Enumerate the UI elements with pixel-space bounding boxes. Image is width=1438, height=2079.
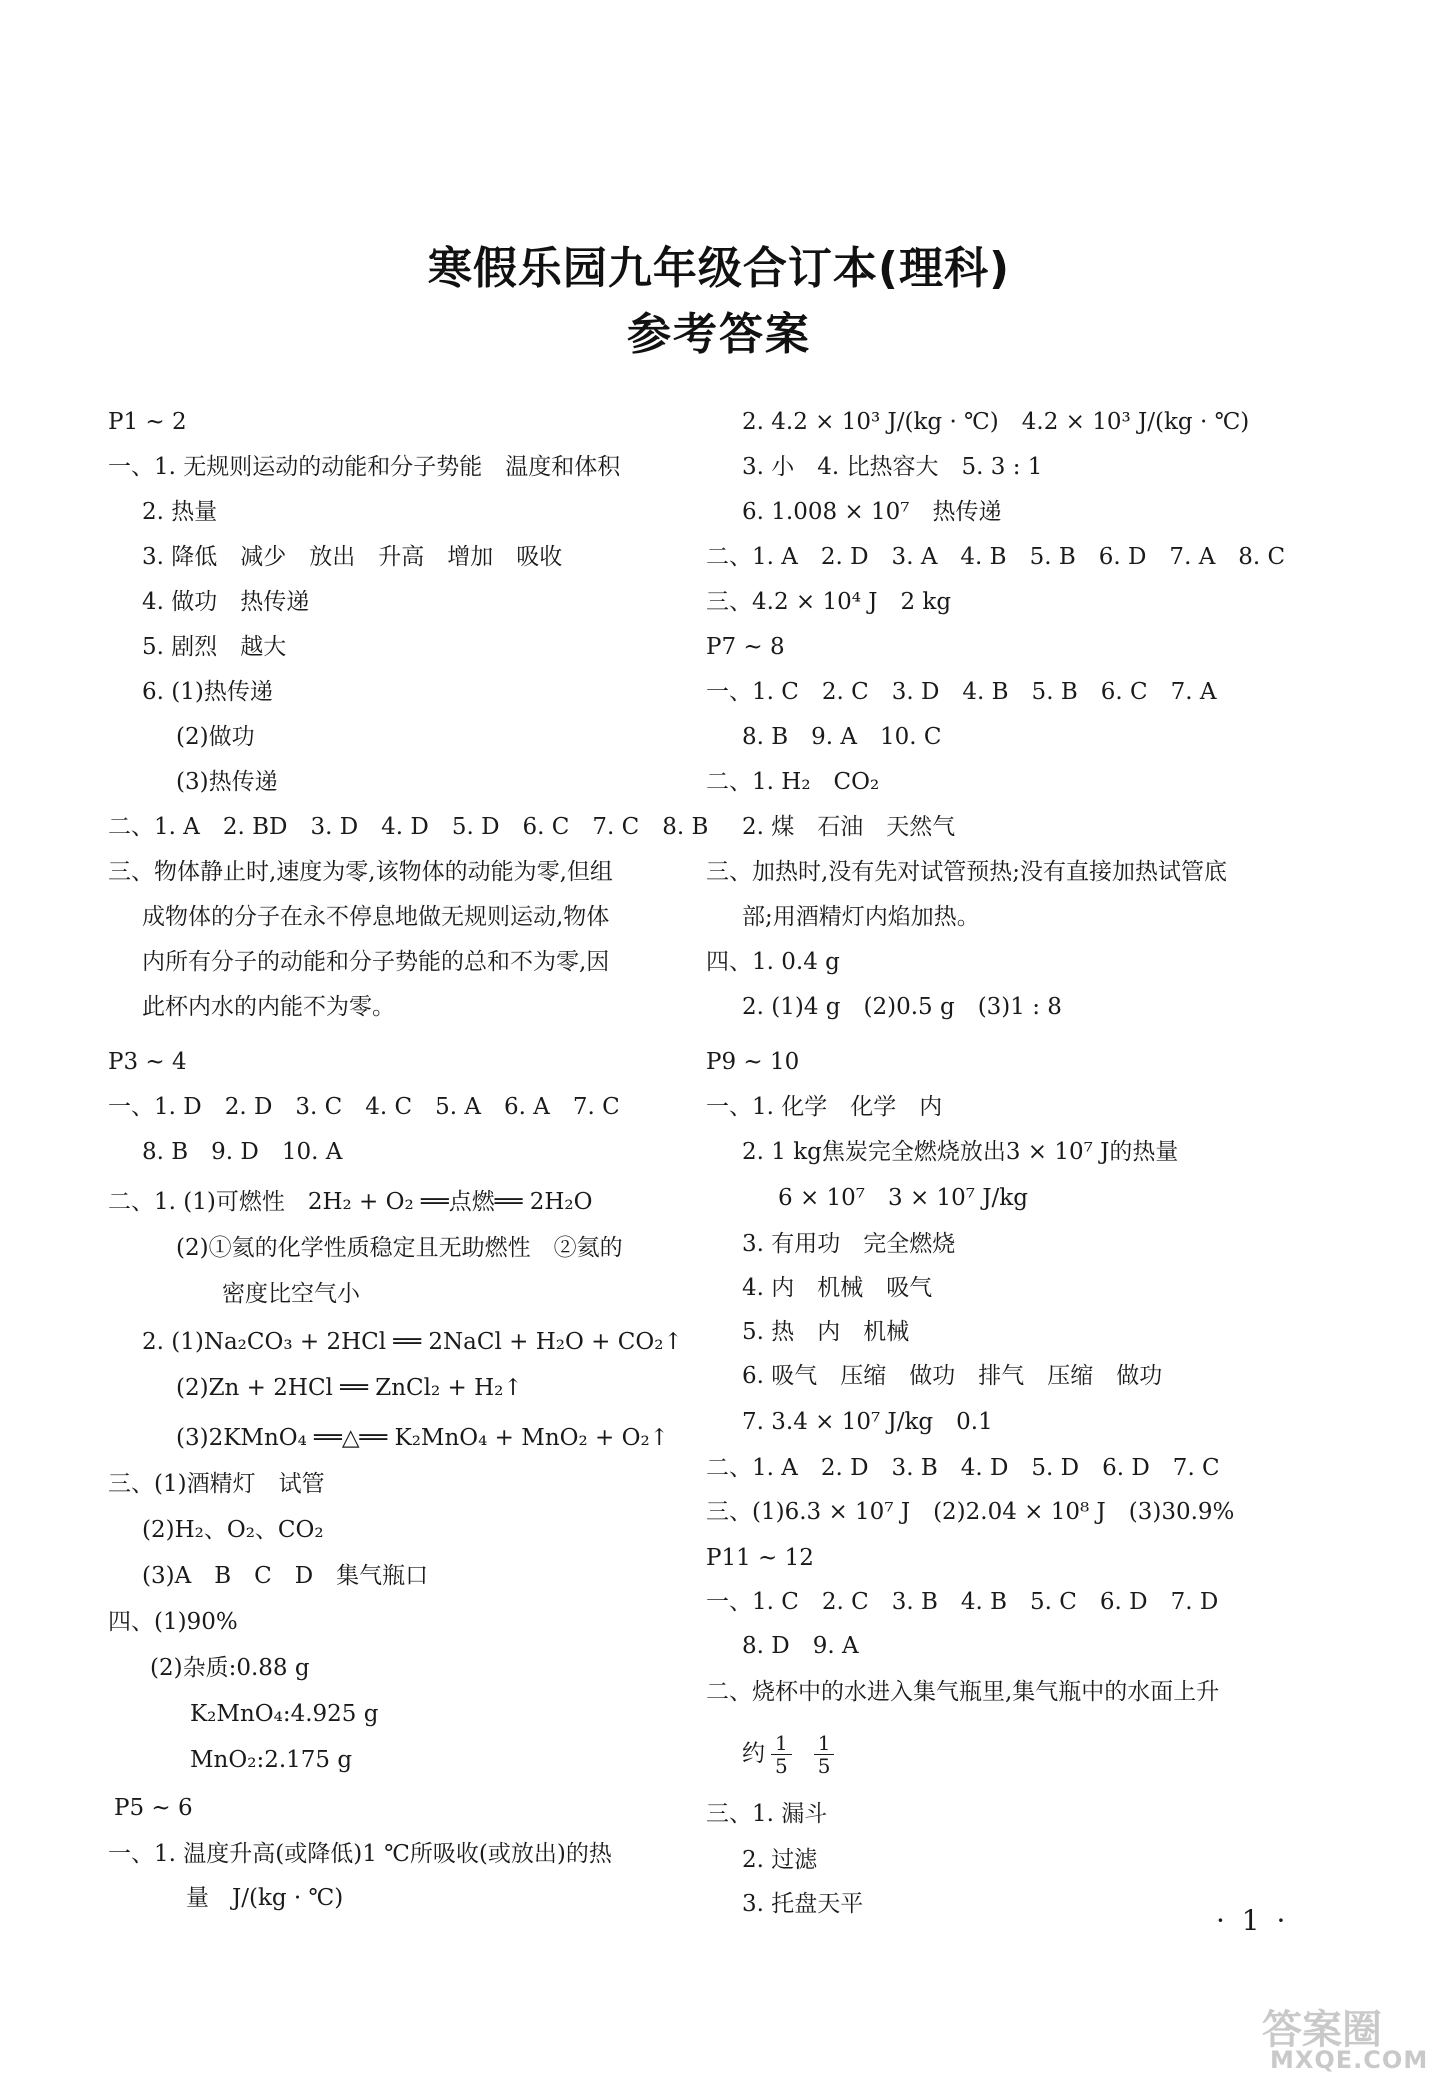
answer-line: 二、1. A 2. D 3. B 4. D 5. D 6. D 7. C (706, 1455, 1220, 1481)
section-heading: P5 ~ 6 (114, 1795, 193, 1821)
fraction-denominator: 5 (775, 1754, 788, 1778)
answer-line: 3. 托盘天平 (742, 1891, 864, 1917)
section-heading: P9 ~ 10 (706, 1049, 800, 1075)
answer-line: 4. 内 机械 吸气 (742, 1275, 933, 1301)
answer-line: 三、4.2 × 10⁴ J 2 kg (706, 589, 952, 615)
section-heading: P11 ~ 12 (706, 1545, 814, 1571)
answer-line: 一、1. 温度升高(或降低)1 ℃所吸收(或放出)的热 (108, 1841, 612, 1867)
answer-line: 二、1. A 2. D 3. A 4. B 5. B 6. D 7. A 8. C (706, 544, 1286, 570)
fraction-denominator: 5 (817, 1754, 831, 1778)
answer-line: 二、1. A 2. BD 3. D 4. D 5. D 6. C 7. C 8. B (108, 814, 709, 840)
answer-line: 6 × 10⁷ 3 × 10⁷ J/kg (778, 1185, 1028, 1211)
fraction-numerator: 1 (771, 1732, 792, 1755)
answer-line: 6. 吸气 压缩 做功 排气 压缩 做功 (742, 1363, 1163, 1389)
answer-line: 内所有分子的动能和分子势能的总和不为零,因 (142, 949, 610, 975)
answer-line: 三、(1)酒精灯 试管 (108, 1471, 325, 1497)
answer-line: 部;用酒精灯内焰加热。 (742, 904, 980, 930)
answer-line: 此杯内水的内能不为零。 (142, 994, 395, 1020)
section-heading: P1 ~ 2 (108, 409, 187, 435)
answer-line: (2)①氦的化学性质稳定且无助燃性 ②氦的 (176, 1235, 623, 1261)
watermark-logo (1262, 1998, 1434, 2076)
answer-line: 一、1. C 2. C 3. D 4. B 5. B 6. C 7. A (706, 679, 1217, 705)
answer-line: 四、1. 0.4 g (706, 949, 840, 975)
answer-line: 三、(1)6.3 × 10⁷ J (2)2.04 × 10⁸ J (3)30.9% (706, 1499, 1235, 1525)
answer-line: 密度比空气小 (222, 1281, 360, 1307)
answer-line: 2. 煤 石油 天然气 (742, 814, 956, 840)
answer-line: 5. 剧烈 越大 (142, 634, 287, 660)
answer-line: (2)Zn + 2HCl ══ ZnCl₂ + H₂↑ (176, 1375, 523, 1401)
fraction (814, 1732, 835, 1777)
answer-line: 5. 热 内 机械 (742, 1319, 910, 1345)
answer-text: 约 (742, 1740, 765, 1767)
answer-line: (2)杂质:0.88 g (150, 1655, 310, 1681)
section-heading: P7 ~ 8 (706, 634, 785, 660)
answer-line: 2. (1)4 g (2)0.5 g (3)1 : 8 (742, 994, 1062, 1020)
answer-line: 2. 4.2 × 10³ J/(kg · ℃) 4.2 × 10³ J/(kg · ℃) (742, 409, 1250, 435)
answer-line: (3)A B C D 集气瓶口 (142, 1563, 429, 1589)
section-heading: P3 ~ 4 (108, 1049, 187, 1075)
answer-line: 一、1. 无规则运动的动能和分子势能 温度和体积 (108, 454, 621, 480)
answer-line: 2. 过滤 (742, 1847, 818, 1873)
answer-line: 4. 做功 热传递 (142, 589, 310, 615)
answer-line: 6. 1.008 × 10⁷ 热传递 (742, 499, 1002, 525)
page-title: 寒假乐园九年级合订本(理科) (427, 243, 1011, 294)
answer-line: 2. (1)Na₂CO₃ + 2HCl ══ 2NaCl + H₂O + CO₂↑ (142, 1329, 683, 1355)
page-number: · 1 · (1216, 1904, 1290, 1937)
answer-line: (2)做功 (176, 724, 255, 750)
answer-line: 6. (1)热传递 (142, 679, 273, 705)
answer-line: 8. D 9. A (742, 1633, 859, 1659)
answer-line: 四、(1)90% (108, 1609, 238, 1635)
answer-line: 3. 降低 减少 放出 升高 增加 吸收 (142, 544, 563, 570)
answer-line: 3. 有用功 完全燃烧 (742, 1231, 956, 1257)
answer-line: (2)H₂、O₂、CO₂ (142, 1517, 324, 1543)
watermark-text: 答案圈 (1262, 2007, 1382, 2053)
answer-line: MnO₂:2.175 g (190, 1747, 353, 1773)
answer-line: 三、1. 漏斗 (706, 1801, 828, 1827)
fraction (771, 1732, 792, 1777)
answer-line: (3)热传递 (176, 769, 278, 795)
answer-line: 2. 热量 (142, 499, 218, 525)
answer-line: 三、物体静止时,速度为零,该物体的动能为零,但组 (108, 859, 613, 885)
answer-line: 一、1. D 2. D 3. C 4. C 5. A 6. A 7. C (108, 1094, 620, 1120)
fraction-numerator: 1 (814, 1732, 835, 1755)
answer-line: 2. 1 kg焦炭完全燃烧放出3 × 10⁷ J的热量 (742, 1139, 1179, 1165)
answer-line: 二、烧杯中的水进入集气瓶里,集气瓶中的水面上升 (706, 1679, 1220, 1705)
answer-line: (3)2KMnO₄ ══△══ K₂MnO₄ + MnO₂ + O₂↑ (176, 1425, 669, 1451)
answer-line: 量 J/(kg · ℃) (186, 1885, 344, 1911)
page-subtitle: 参考答案 (627, 309, 811, 360)
answer-line: 成物体的分子在永不停息地做无规则运动,物体 (142, 904, 610, 930)
answer-line: 一、1. C 2. C 3. B 4. B 5. C 6. D 7. D (706, 1589, 1219, 1615)
answer-line: 7. 3.4 × 10⁷ J/kg 0.1 (742, 1409, 993, 1435)
answer-line: 8. B 9. D 10. A (142, 1139, 343, 1165)
answer-line: 三、加热时,没有先对试管预热;没有直接加热试管底 (706, 859, 1228, 885)
answer-line: 二、1. H₂ CO₂ (706, 769, 880, 795)
answer-line: 二、1. (1)可燃性 2H₂ + O₂ ══点燃══ 2H₂O (108, 1189, 593, 1215)
watermark-url: MXQE.COM (1270, 2046, 1429, 2074)
answer-line: 3. 小 4. 比热容大 5. 3 : 1 (742, 454, 1043, 480)
answer-line-with-fraction (742, 1732, 840, 1777)
answer-line: 一、1. 化学 化学 内 (706, 1094, 943, 1120)
answer-line: K₂MnO₄:4.925 g (190, 1701, 379, 1727)
answer-line: 8. B 9. A 10. C (742, 724, 942, 750)
